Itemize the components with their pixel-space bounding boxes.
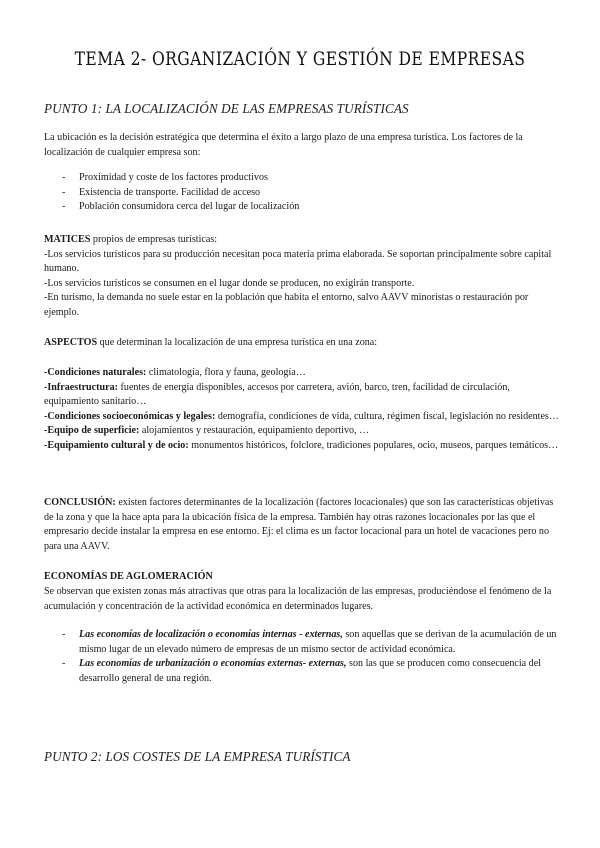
matices-lead-line (44, 233, 562, 248)
condition-label: Infraestructura: (47, 381, 119, 393)
condition-text: monumentos históricos, folclore, tradiciones populares, ocio, museos, parques temáticos… (188, 439, 559, 451)
condition-prefix: - (44, 439, 48, 451)
economias-title: ECONOMÍAS DE AGLOMERACIÓN (44, 571, 213, 582)
page-title: TEMA 2- ORGANIZACIÓN Y GESTIÓN DE EMPRESAS (74, 48, 526, 70)
list-dash: - (62, 186, 66, 198)
condition-prefix: - (44, 367, 48, 378)
factor-text: Población consumidora cerca del lugar de localización (79, 201, 300, 213)
factor-text: Existencia de transporte. Facilidad de acceso (79, 186, 261, 198)
matices-lead: propios de empresas turísticas: (90, 234, 218, 245)
condition-prefix: - (44, 425, 48, 437)
section-heading-punto1: PUNTO 1: LA LOCALIZACIÓN DE LAS EMPRESAS TURÍSTICAS (44, 101, 409, 116)
conclusion-paragraph (44, 496, 562, 554)
economia-label: Las economías de urbanización o economías externas- externas, (79, 658, 347, 670)
condition-text: fuentes de energía disponibles, accesos por carretera, avión, barco, tren, facilidad de circulación, equipamiento sanitario… (44, 381, 510, 408)
economia-text: son aquellas que se derivan de la acumulación de un mismo lugar de un elevado número de empresas de un mismo sector de actividad económica. (79, 629, 557, 655)
list-item (62, 657, 562, 686)
condition-prefix: - (44, 410, 48, 422)
condition-text: alojamientos y restauración, equipamiento deportivo, … (139, 425, 370, 437)
matices-line: -En turismo, la demanda no suele estar en la población que habita el entorno, salvo AAVV minoristas o restauración por ejemplo. (44, 292, 529, 318)
economias-intro: Se observan que existen zonas más atractivas que otras para la localización de las empresas, produciéndose el fenómeno de la acumulación y concentración de la actividad económica en determinados lugares. (44, 586, 552, 612)
list-dash: - (62, 172, 66, 183)
condition-prefix: - (44, 381, 48, 393)
factor-text: Proximidad y coste de los factores productivos (79, 172, 268, 183)
condition-text: climatología, flora y fauna, geología… (146, 367, 306, 378)
aspectos-lead: que determinan la localización de una empresa turística en una zona: (97, 337, 378, 348)
conditions-block (44, 366, 562, 454)
condition-line (44, 381, 562, 410)
intro-paragraph: La ubicación es la decisión estratégica que determina el éxito a largo plazo de una empresa turística. Los factores de la localización de cualquier empresa son: (44, 132, 523, 158)
condition-line (44, 410, 562, 425)
condition-text: demografía, condiciones de vida, cultura, régimen fiscal, legislación no residentes… (215, 410, 559, 422)
matices-label: MATICES (44, 234, 91, 245)
condition-line (44, 366, 562, 381)
matices-line: -Los servicios turísticos se consumen en el lugar donde se producen, no exigirán transporte. (44, 277, 415, 289)
condition-label: Condiciones socioeconómicas y legales: (47, 410, 216, 422)
aspectos-paragraph (44, 336, 562, 351)
list-dash: - (62, 658, 66, 670)
economia-label: Las economías de localización o economías internas - externas, (79, 629, 343, 640)
factors-list (62, 171, 562, 215)
condition-label: Equipo de superficie: (47, 425, 140, 437)
condition-line (44, 424, 562, 439)
list-dash: - (62, 629, 66, 640)
list-item (62, 628, 562, 657)
condition-line (44, 439, 562, 454)
list-item (62, 186, 562, 201)
list-item (62, 171, 562, 186)
aspectos-label: ASPECTOS (44, 337, 98, 348)
economias-list (62, 628, 562, 686)
section-heading-punto2: PUNTO 2: LOS COSTES DE LA EMPRESA TURÍSTICA (44, 749, 351, 764)
matices-line: -Los servicios turísticos para su producción necesitan poca materia prima elaborada. Se soportan principalmente sobre capital humano. (44, 248, 552, 275)
condition-label: Condiciones naturales: (47, 367, 147, 378)
list-dash: - (62, 201, 66, 213)
matices-block (44, 233, 562, 321)
condition-label: Equipamiento cultural y de ocio: (47, 439, 189, 451)
list-item (62, 200, 562, 215)
economia-text: son las que se producen como consecuencia del desarrollo general de una región. (79, 658, 542, 684)
conclusion-text: existen factores determinantes de la localización (factores locacionales) que son las características objetivas de la zona y que la hace apta para la ubicación física de la empresa. También hay otras razones locacionales por las que el empresario decide instalar la empresa en ese entorno. Ej: el clima es un factor locacional para un hotel de vacaciones pero no para una AAVV. (44, 497, 554, 552)
conclusion-label: CONCLUSIÓN: (44, 497, 116, 508)
